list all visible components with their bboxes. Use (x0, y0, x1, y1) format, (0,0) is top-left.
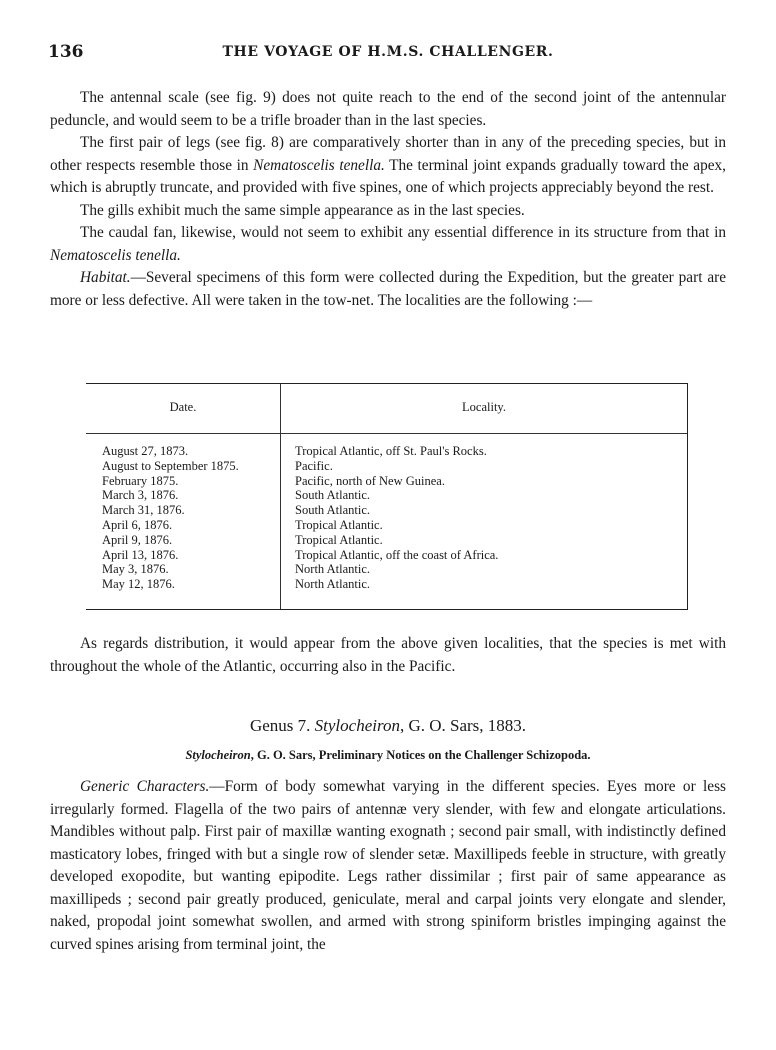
table-cell-date: April 6, 1876. (102, 517, 173, 532)
paragraph-distribution: As regards distribution, it would appear from the above given localities, that the species is met with throughout the whole of the Atlantic, occurring also in the Pacific. (50, 635, 726, 675)
table-cell-locality: Pacific, north of New Guinea. (295, 473, 445, 488)
table-cell-date: February 1875. (102, 473, 179, 488)
table-cell-locality: Tropical Atlantic. (295, 532, 383, 547)
distribution-section (50, 633, 726, 678)
paragraph-gills: The gills exhibit much the same simple appearance as in the last species. (80, 201, 525, 219)
paragraph-first-legs: The first pair of legs (see fig. 8) are comparatively shorter than in any of the preceding species, but in other respects resemble those in Nematoscelis tenella. The terminal joint expands gradually toward the apex, which is abruptly truncate, and provided with five spines, one of which projects appreciably beyond the rest. (50, 134, 726, 196)
locality-column (295, 444, 498, 592)
table-cell-locality: Tropical Atlantic, off the coast of Africa. (295, 547, 499, 562)
table-right-border (687, 384, 688, 609)
paragraph-habitat: Habitat.—Several specimens of this form were collected during the Expedition, but the greater part are more or less defective. All were taken in the tow-net. The localities are the following :— (50, 269, 726, 309)
genus-reference: Stylocheiron, G. O. Sars, Preliminary Notices on the Challenger Schizopoda. (185, 748, 591, 762)
paragraph-generic-characters: Generic Characters.—Form of body somewhat varying in the different species. Eyes more or less irregularly formed. Flagella of the two pairs of antennæ very slender, with few and elongate articulations. Mandibles without palp. First pair of maxillæ wanting exognath ; second pair small, with indistinctly defined masticatory lobes, fringed with but a single row of slender setæ. Maxillipeds feeble in structure, with greatly developed exopodite, but wanting epipodite. Legs rather dissimilar ; first pair of same appearance as maxillipeds ; second pair greatly produced, geniculate, meral and carpal joints very elongate and slender, naked, propodal joint somewhat swollen, and armed with strong spiniform bristles impinging against the curved spines arising from terminal joint, the (50, 778, 726, 953)
paragraph-caudal-fan: The caudal fan, likewise, would not seem to exhibit any essential difference in its structure from that in Nematoscelis tenella. (50, 224, 726, 264)
paragraph-antennal-scale: The antennal scale (see fig. 9) does not quite reach to the end of the second joint of the antennular peduncle, and would seem to be a trifle broader than in the last species. (50, 89, 726, 129)
table-cell-date: March 31, 1876. (102, 503, 185, 518)
table-cell-date: August to September 1875. (102, 458, 239, 473)
page-number: 136 (48, 42, 84, 62)
table-cell-locality: Tropical Atlantic. (295, 517, 383, 532)
table-cell-date: August 27, 1873. (102, 444, 189, 458)
header-divider (86, 433, 688, 434)
genus-heading: Genus 7. Stylocheiron, G. O. Sars, 1883. (249, 716, 527, 735)
date-column-header: Date. (169, 400, 197, 414)
table-cell-date: May 12, 1876. (102, 577, 175, 592)
table-cell-date: April 9, 1876. (102, 532, 173, 547)
species-name: Nematoscelis tenella. (253, 156, 385, 174)
table-cell-date: April 13, 1876. (102, 547, 179, 562)
generic-characters-label: Generic Characters. (80, 778, 210, 795)
table-cell-locality: North Atlantic. (295, 577, 370, 592)
species-name: Nematoscelis tenella. (50, 246, 181, 264)
genus-name: Stylocheiron (314, 716, 400, 735)
table-cell-date: May 3, 1876. (102, 562, 169, 577)
table-cell-locality: South Atlantic. (295, 488, 370, 503)
habitat-label: Habitat. (80, 269, 131, 286)
body-text-top (50, 87, 726, 312)
column-divider (280, 384, 281, 609)
table-cell-date: March 3, 1876. (102, 488, 179, 503)
generic-characters-section (50, 776, 726, 956)
localities-table (86, 383, 688, 610)
table-cell-locality: North Atlantic. (295, 562, 370, 577)
table-cell-locality: Pacific. (295, 458, 333, 473)
table-cell-locality: Tropical Atlantic, off St. Paul's Rocks. (295, 444, 487, 458)
running-title: THE VOYAGE OF H.M.S. CHALLENGER. (222, 44, 554, 60)
date-column (102, 444, 239, 592)
locality-column-header: Locality. (462, 400, 506, 414)
genus-name: Stylocheiron (185, 748, 251, 762)
table-cell-locality: South Atlantic. (295, 503, 370, 518)
